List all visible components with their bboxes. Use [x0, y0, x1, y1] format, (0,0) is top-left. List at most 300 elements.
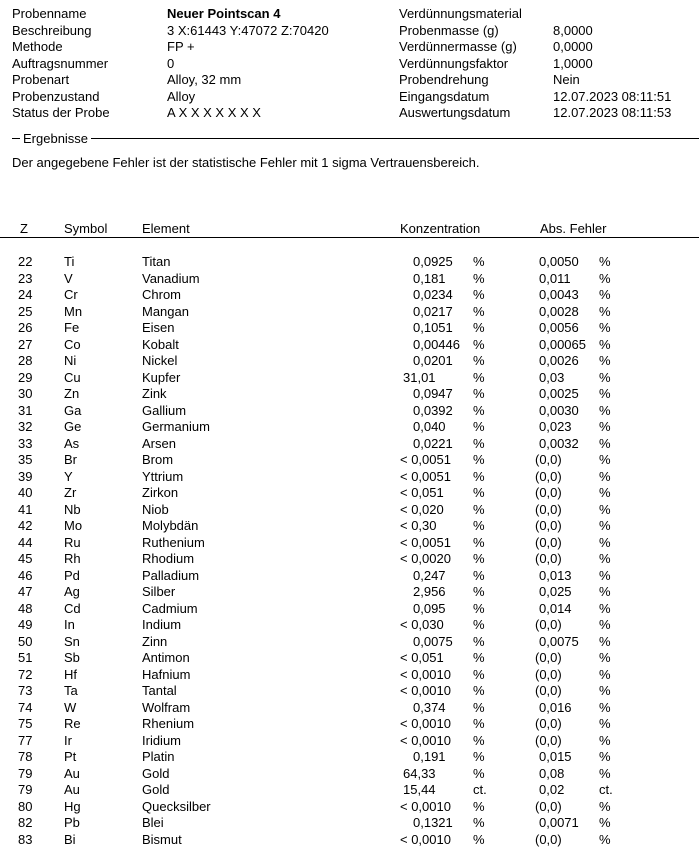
cell-concentration: < 0,0010	[400, 831, 451, 847]
cell-abs-error: 0,0030	[539, 402, 579, 418]
cell-symbol: Ta	[64, 683, 78, 698]
cell-concentration: < 0,051	[400, 485, 444, 500]
info-value: FP +	[167, 39, 195, 54]
cell-abs-error-unit: %	[599, 468, 611, 484]
cell-concentration: 0,191	[413, 749, 446, 764]
table-row	[0, 634, 699, 651]
cell-abs-error: (0,0)	[535, 650, 562, 665]
cell-z: 79	[18, 765, 33, 781]
cell-abs-error-unit: %	[599, 386, 611, 401]
table-row	[0, 535, 699, 552]
cell-concentration: 31,01	[403, 369, 436, 385]
cell-z: 74	[18, 699, 33, 715]
cell-abs-error: 0,011	[539, 270, 571, 286]
cell-element: Iridium	[142, 732, 182, 748]
cell-element: Palladium	[142, 567, 200, 583]
cell-concentration-unit: %	[473, 666, 485, 682]
cell-concentration-unit: %	[473, 452, 485, 467]
cell-z: 27	[18, 336, 33, 352]
cell-concentration: 0,0947	[413, 386, 453, 401]
cell-abs-error: (0,0)	[535, 617, 562, 632]
cell-concentration: 0,0075	[413, 633, 453, 649]
cell-concentration-unit: %	[473, 617, 485, 632]
cell-abs-error-unit: %	[599, 765, 611, 781]
cell-symbol: Sn	[64, 633, 80, 649]
table-row	[0, 749, 699, 766]
cell-z: 73	[18, 683, 33, 698]
cell-concentration-unit: %	[473, 633, 485, 649]
cell-element: Hafnium	[142, 666, 191, 682]
cell-symbol: Y	[64, 468, 73, 484]
info-label: Methode	[12, 39, 63, 54]
info-value: 0,0000	[553, 39, 593, 54]
cell-z: 22	[18, 254, 33, 269]
cell-concentration-unit: %	[473, 468, 485, 484]
cell-symbol: Au	[64, 782, 80, 797]
cell-z: 49	[18, 617, 33, 632]
table-row	[0, 650, 699, 667]
header-element: Element	[142, 221, 190, 236]
cell-element: Tantal	[142, 683, 177, 698]
info-label: Probendrehung	[399, 72, 489, 87]
cell-concentration: 0,040	[413, 419, 446, 434]
cell-concentration-unit: %	[473, 749, 485, 764]
cell-abs-error-unit: %	[599, 831, 611, 847]
cell-abs-error-unit: %	[599, 270, 611, 286]
cell-symbol: V	[64, 270, 73, 286]
table-row	[0, 337, 699, 354]
cell-concentration-unit: %	[473, 699, 485, 715]
section-title: Ergebnisse	[23, 130, 89, 146]
cell-abs-error: (0,0)	[535, 468, 562, 484]
info-label: Probenmasse (g)	[399, 22, 499, 38]
table-row	[0, 271, 699, 288]
info-value: A X X X X X X X	[167, 105, 261, 120]
table-row	[0, 419, 699, 436]
info-value: 12.07.2023 08:11:51	[553, 88, 672, 104]
cell-z: 51	[18, 650, 33, 665]
info-value: 3 X:61443 Y:47072 Z:70420	[167, 22, 329, 38]
cell-abs-error-unit: %	[599, 303, 611, 319]
info-value: 1,0000	[553, 55, 593, 71]
cell-abs-error: 0,023	[539, 419, 572, 434]
cell-symbol: Ir	[64, 732, 72, 748]
cell-concentration-unit: %	[473, 369, 485, 385]
cell-concentration: 0,00446	[413, 336, 460, 352]
cell-z: 40	[18, 485, 33, 500]
cell-abs-error: 0,013	[539, 567, 572, 583]
cell-abs-error-unit: %	[599, 683, 611, 698]
info-label: Probenname	[12, 6, 87, 21]
cell-symbol: Mo	[64, 518, 83, 533]
cell-z: 39	[18, 468, 33, 484]
cell-abs-error: (0,0)	[535, 518, 562, 533]
cell-concentration-unit: %	[473, 584, 485, 599]
cell-concentration-unit: %	[473, 683, 485, 698]
table-row	[0, 733, 699, 750]
cell-concentration-unit: %	[473, 320, 485, 335]
cell-element: Kupfer	[142, 369, 181, 385]
cell-abs-error: 0,03	[539, 369, 565, 385]
table-row	[0, 601, 699, 618]
cell-abs-error-unit: %	[599, 435, 611, 451]
cell-abs-error: 0,0043	[539, 287, 579, 302]
cell-concentration-unit: %	[473, 534, 485, 550]
header-concentration: Konzentration	[400, 221, 481, 236]
cell-z: 46	[18, 567, 33, 583]
cell-concentration-unit: %	[473, 815, 485, 830]
info-value: 12.07.2023 08:11:53	[553, 105, 672, 120]
cell-abs-error-unit: ct.	[599, 782, 613, 797]
cell-abs-error: 0,0026	[539, 353, 579, 368]
table-row	[0, 518, 699, 535]
cell-z: 79	[18, 782, 33, 797]
cell-concentration-unit: %	[473, 600, 485, 616]
info-value: 0	[167, 55, 175, 71]
cell-abs-error-unit: %	[599, 633, 611, 649]
cell-z: 30	[18, 386, 33, 401]
cell-abs-error-unit: %	[599, 518, 611, 533]
cell-abs-error-unit: %	[599, 600, 611, 616]
cell-concentration: < 0,0020	[400, 551, 451, 566]
cell-element: Bismut	[142, 831, 182, 847]
cell-concentration-unit: %	[473, 501, 485, 517]
cell-symbol: Hg	[64, 798, 81, 814]
table-row	[0, 436, 699, 453]
cell-abs-error: (0,0)	[535, 501, 562, 517]
cell-element: Gold	[142, 782, 170, 797]
cell-element: Rhenium	[142, 716, 195, 731]
cell-abs-error: 0,0032	[539, 435, 579, 451]
cell-symbol: Pb	[64, 815, 80, 830]
table-row	[0, 469, 699, 486]
cell-element: Rhodium	[142, 551, 195, 566]
info-value: Alloy	[167, 88, 196, 104]
cell-z: 80	[18, 798, 33, 814]
cell-concentration-unit: %	[473, 270, 485, 286]
table-row	[0, 304, 699, 321]
cell-abs-error: (0,0)	[535, 798, 562, 814]
info-label: Verdünnungsmaterial	[399, 6, 522, 21]
header-z: Z	[20, 221, 28, 236]
cell-abs-error-unit: %	[599, 419, 611, 434]
cell-abs-error: (0,0)	[535, 716, 562, 731]
cell-concentration-unit: %	[473, 435, 485, 451]
results-table-body	[0, 254, 699, 848]
cell-concentration: 0,1321	[413, 815, 453, 830]
table-row	[0, 815, 699, 832]
cell-concentration: 0,0234	[413, 287, 453, 302]
cell-symbol: Br	[64, 452, 77, 467]
cell-element: Wolfram	[142, 699, 191, 715]
table-row	[0, 320, 699, 337]
cell-concentration: 0,0217	[413, 303, 453, 319]
cell-concentration: 2,956	[413, 584, 446, 599]
info-label: Status der Probe	[12, 105, 110, 120]
cell-element: Nickel	[142, 353, 178, 368]
cell-z: 29	[18, 369, 33, 385]
cell-abs-error-unit: %	[599, 534, 611, 550]
cell-z: 44	[18, 534, 33, 550]
cell-abs-error: 0,0028	[539, 303, 579, 319]
table-row	[0, 700, 699, 717]
cell-element: Titan	[142, 254, 171, 269]
cell-concentration-unit: %	[473, 831, 485, 847]
cell-abs-error-unit: %	[599, 402, 611, 418]
cell-concentration: 0,247	[413, 567, 446, 583]
info-value: Neuer Pointscan 4	[167, 6, 281, 21]
cell-concentration: < 0,0010	[400, 683, 451, 698]
cell-symbol: Re	[64, 716, 81, 731]
cell-concentration: 0,374	[413, 699, 446, 715]
cell-concentration-unit: %	[473, 386, 485, 401]
cell-element: Yttrium	[142, 468, 184, 484]
cell-z: 48	[18, 600, 33, 616]
cell-abs-error-unit: %	[599, 567, 611, 583]
cell-element: Vanadium	[142, 270, 200, 286]
table-row	[0, 353, 699, 370]
cell-abs-error-unit: %	[599, 749, 611, 764]
cell-symbol: Co	[64, 336, 81, 352]
cell-concentration-unit: %	[473, 567, 485, 583]
info-value: Nein	[553, 72, 580, 87]
cell-abs-error-unit: %	[599, 699, 611, 715]
cell-concentration: < 0,051	[400, 650, 444, 665]
cell-z: 23	[18, 270, 33, 286]
cell-element: Kobalt	[142, 336, 179, 352]
info-label: Beschreibung	[12, 22, 92, 38]
cell-element: Zink	[142, 386, 167, 401]
table-row	[0, 667, 699, 684]
cell-concentration-unit: %	[473, 518, 485, 533]
cell-symbol: Sb	[64, 650, 80, 665]
info-label: Verdünnungsfaktor	[399, 55, 509, 71]
cell-concentration: < 0,0010	[400, 798, 451, 814]
cell-abs-error: 0,0056	[539, 320, 579, 335]
cell-concentration: < 0,0051	[400, 468, 451, 484]
cell-z: 78	[18, 749, 33, 764]
table-row	[0, 403, 699, 420]
table-row	[0, 584, 699, 601]
cell-concentration: 0,1051	[413, 320, 453, 335]
cell-abs-error: 0,016	[539, 699, 572, 715]
cell-concentration: < 0,0051	[400, 452, 451, 467]
cell-concentration-unit: %	[473, 336, 485, 352]
cell-concentration-unit: %	[473, 798, 485, 814]
cell-concentration: < 0,0051	[400, 534, 451, 550]
cell-abs-error: 0,0075	[539, 633, 579, 649]
cell-element: Gallium	[142, 402, 187, 418]
cell-abs-error: 0,0071	[539, 815, 579, 830]
table-row	[0, 386, 699, 403]
cell-z: 42	[18, 518, 33, 533]
cell-abs-error: 0,025	[539, 584, 572, 599]
cell-concentration-unit: %	[473, 485, 485, 500]
cell-symbol: Ni	[64, 353, 77, 368]
cell-abs-error-unit: %	[599, 617, 611, 632]
cell-abs-error-unit: %	[599, 798, 611, 814]
cell-z: 77	[18, 732, 33, 748]
cell-abs-error-unit: %	[599, 353, 611, 368]
cell-abs-error: 0,014	[539, 600, 572, 616]
cell-z: 50	[18, 633, 33, 649]
cell-concentration-unit: %	[473, 419, 485, 434]
table-row	[0, 370, 699, 387]
cell-abs-error-unit: %	[599, 369, 611, 385]
cell-symbol: W	[64, 699, 77, 715]
cell-symbol: Ge	[64, 419, 82, 434]
table-row	[0, 287, 699, 304]
cell-symbol: Pd	[64, 567, 80, 583]
cell-z: 41	[18, 501, 33, 517]
cell-abs-error: 0,08	[539, 765, 565, 781]
table-row	[0, 799, 699, 816]
cell-symbol: Zr	[64, 485, 77, 500]
cell-symbol: Hf	[64, 666, 77, 682]
cell-concentration-unit: %	[473, 716, 485, 731]
cell-element: Indium	[142, 617, 182, 632]
cell-element: Zirkon	[142, 485, 179, 500]
cell-z: 25	[18, 303, 33, 319]
table-row	[0, 617, 699, 634]
cell-concentration: < 0,0010	[400, 666, 451, 682]
cell-element: Arsen	[142, 435, 176, 451]
cell-concentration: 0,0925	[413, 254, 453, 269]
cell-abs-error-unit: %	[599, 254, 611, 269]
cell-z: 35	[18, 452, 33, 467]
cell-element: Chrom	[142, 287, 182, 302]
cell-element: Eisen	[142, 320, 175, 335]
cell-concentration-unit: %	[473, 303, 485, 319]
cell-element: Brom	[142, 452, 174, 467]
cell-symbol: Cu	[64, 369, 81, 385]
info-label: Auftragsnummer	[12, 55, 109, 71]
info-value: 8,0000	[553, 22, 593, 38]
cell-symbol: As	[64, 435, 80, 451]
results-table-header	[0, 221, 699, 238]
table-row	[0, 452, 699, 469]
cell-concentration-unit: ct.	[473, 782, 487, 797]
cell-element: Cadmium	[142, 600, 198, 616]
cell-abs-error-unit: %	[599, 732, 611, 748]
table-row	[0, 716, 699, 733]
cell-abs-error-unit: %	[599, 815, 611, 830]
cell-abs-error: (0,0)	[535, 683, 562, 698]
cell-z: 26	[18, 320, 33, 335]
cell-element: Ruthenium	[142, 534, 205, 550]
cell-concentration: < 0,030	[400, 617, 444, 632]
table-row	[0, 568, 699, 585]
cell-concentration: < 0,0010	[400, 732, 451, 748]
header-abs-error: Abs. Fehler	[540, 221, 607, 236]
cell-element: Platin	[142, 749, 175, 764]
cell-abs-error-unit: %	[599, 666, 611, 682]
cell-abs-error-unit: %	[599, 716, 611, 731]
section-divider-right	[91, 138, 699, 139]
cell-concentration-unit: %	[473, 353, 485, 368]
cell-z: 72	[18, 666, 33, 682]
cell-symbol: In	[64, 617, 75, 632]
cell-concentration-unit: %	[473, 765, 485, 781]
cell-abs-error-unit: %	[599, 584, 611, 599]
cell-element: Niob	[142, 501, 169, 517]
cell-element: Molybdän	[142, 518, 199, 533]
cell-abs-error-unit: %	[599, 650, 611, 665]
cell-symbol: Nb	[64, 501, 81, 517]
cell-symbol: Mn	[64, 303, 83, 319]
cell-abs-error-unit: %	[599, 551, 611, 566]
cell-abs-error-unit: %	[599, 501, 611, 517]
cell-z: 45	[18, 551, 33, 566]
error-note: Der angegebene Fehler ist der statistische Fehler mit 1 sigma Vertrauensbereich.	[12, 155, 480, 170]
cell-symbol: Rh	[64, 551, 81, 566]
cell-z: 32	[18, 419, 33, 434]
cell-concentration: 15,44	[403, 782, 436, 797]
cell-symbol: Ru	[64, 534, 81, 550]
cell-symbol: Pt	[64, 749, 77, 764]
table-row	[0, 254, 699, 271]
info-label: Verdünnermasse (g)	[399, 39, 517, 54]
cell-abs-error-unit: %	[599, 485, 611, 500]
table-row	[0, 782, 699, 799]
cell-z: 47	[18, 584, 33, 599]
cell-abs-error: (0,0)	[535, 551, 562, 566]
table-row	[0, 502, 699, 519]
cell-element: Quecksilber	[142, 798, 211, 814]
cell-z: 82	[18, 815, 33, 830]
cell-z: 24	[18, 287, 33, 302]
info-label: Probenzustand	[12, 88, 100, 104]
cell-abs-error-unit: %	[599, 452, 611, 467]
cell-element: Blei	[142, 815, 164, 830]
cell-abs-error-unit: %	[599, 336, 611, 352]
section-divider-left	[12, 138, 20, 139]
cell-abs-error-unit: %	[599, 287, 611, 302]
cell-concentration: < 0,020	[400, 501, 444, 517]
info-label: Auswertungsdatum	[399, 105, 511, 120]
cell-symbol: Ag	[64, 584, 80, 599]
cell-abs-error-unit: %	[599, 320, 611, 335]
cell-concentration-unit: %	[473, 254, 485, 269]
cell-abs-error: (0,0)	[535, 452, 562, 467]
cell-abs-error: (0,0)	[535, 831, 562, 847]
header-symbol: Symbol	[64, 221, 108, 236]
cell-abs-error: 0,0025	[539, 386, 579, 401]
table-row	[0, 766, 699, 783]
cell-symbol: Cr	[64, 287, 78, 302]
cell-concentration-unit: %	[473, 650, 485, 665]
cell-concentration-unit: %	[473, 402, 485, 418]
table-row	[0, 551, 699, 568]
cell-z: 75	[18, 716, 33, 731]
cell-abs-error: 0,02	[539, 782, 565, 797]
info-label: Eingangsdatum	[399, 88, 490, 104]
cell-abs-error: (0,0)	[535, 732, 562, 748]
cell-symbol: Au	[64, 765, 80, 781]
cell-concentration: 0,095	[413, 600, 446, 616]
table-row	[0, 485, 699, 502]
cell-z: 31	[18, 402, 33, 418]
cell-concentration: 0,0392	[413, 402, 453, 418]
cell-concentration-unit: %	[473, 732, 485, 748]
cell-abs-error: 0,00065	[539, 336, 586, 352]
cell-abs-error: 0,015	[539, 749, 572, 764]
cell-concentration-unit: %	[473, 551, 485, 566]
info-value: Alloy, 32 mm	[167, 72, 242, 87]
cell-abs-error: (0,0)	[535, 485, 562, 500]
cell-symbol: Bi	[64, 831, 76, 847]
info-label: Probenart	[12, 72, 70, 87]
